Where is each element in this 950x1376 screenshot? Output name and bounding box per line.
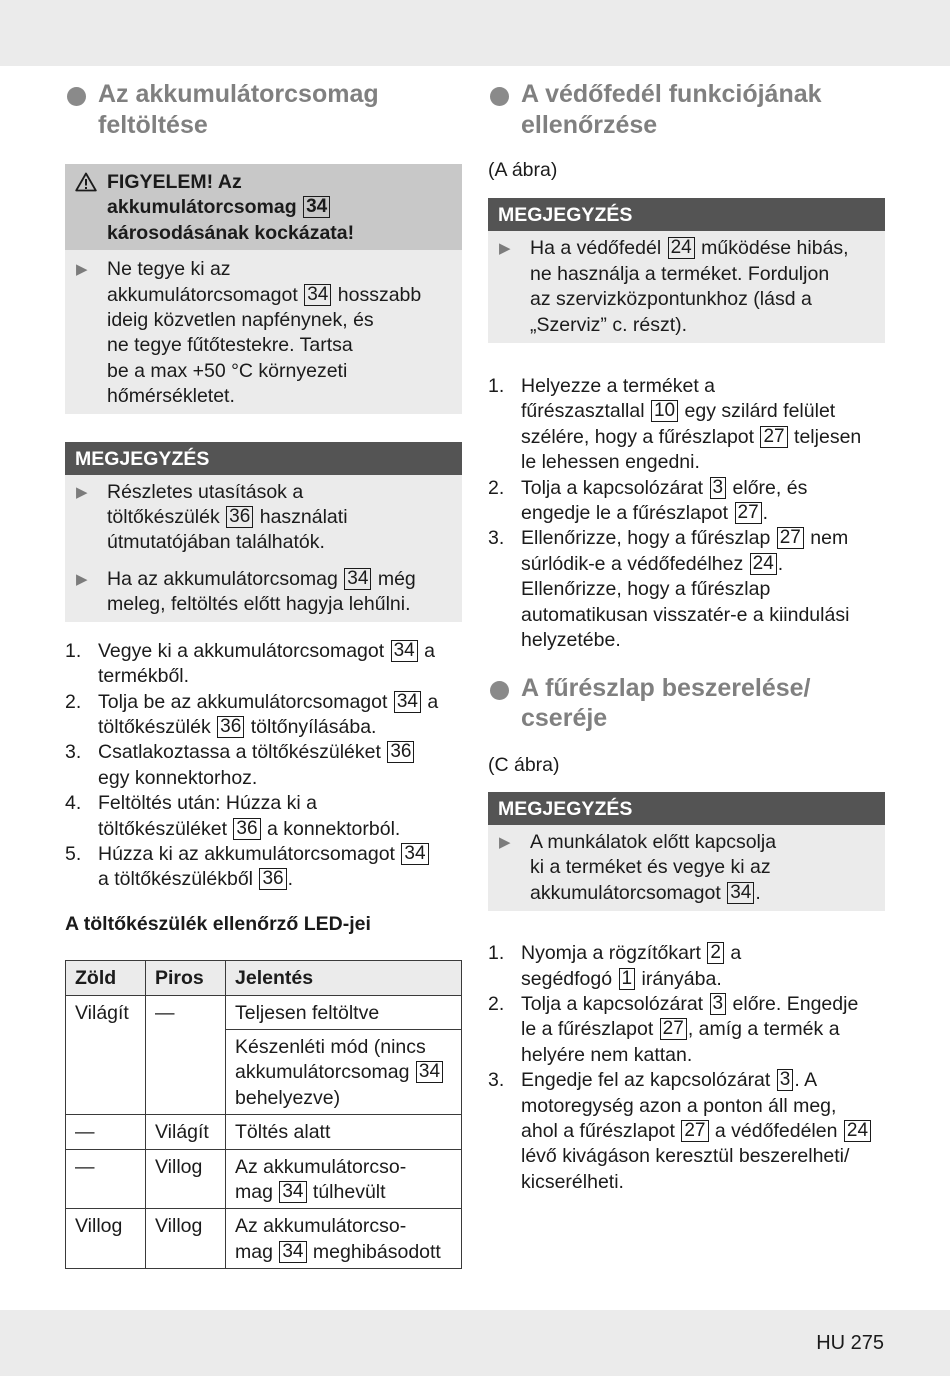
ref-number: 24 (668, 237, 695, 259)
left-column (65, 79, 462, 1269)
section-title-charging (65, 79, 462, 140)
note-item: ▶ Részletes utasítások a töltőkészülék 36 használati útmutatójában találhatók. (76, 480, 348, 554)
section-title-text: A fűrészlap beszerelése/ cseréje (521, 673, 811, 732)
list-item: 1. Vegye ki a akkumulátorcsomagot 34 a termékből. (65, 639, 435, 688)
ref-number: 27 (681, 1120, 708, 1142)
note-item: ▶ A munkálatok előtt kapcsolja ki a terméket és vegye ki az akkumulátorcsomagot 34 . (499, 830, 777, 904)
ref-number: 34 (391, 640, 418, 662)
list-item: 3. Engedje fel az kapcsolózárat 3 . A motoregység azon a ponton áll meg, ahol a fűrészlapot 27 a védőfedélen 24 lévő kivágáson keresztül beszerelheti/ kicserélheti. (488, 1068, 885, 1195)
list-item: 3. Csatlakoztassa a töltőkészüléket 36 egy konnektorhoz. (65, 740, 462, 791)
led-table (65, 960, 462, 1269)
ref-number: 1 (619, 968, 636, 990)
header-band (0, 0, 950, 66)
list-item: 2. Tolja a kapcsolózárat 3 előre, és engedje le a fűrészlapot 27 . (488, 476, 808, 525)
arrow-bullet-icon: ▶ (76, 261, 88, 279)
ref-number: 27 (777, 527, 804, 549)
ref-number: 34 (344, 568, 371, 590)
list-item: 1. Nyomja a rögzítőkart 2 a segédfogó 1 irányába. (488, 942, 742, 990)
ref-number: 34 (304, 284, 331, 306)
ref-number: 36 (217, 716, 244, 738)
section-title-blade-install (488, 673, 885, 734)
table-header-row: Zöld Piros Jelentés (66, 961, 462, 995)
note-box (65, 442, 462, 622)
list-item: 3. Ellenőrizze, hogy a fűrészlap 27 nem súrlódik-e a védőfedélhez 24 . Ellenőrizze, hogy a fűrészlap automatikusan visszatér-e a kiindulási helyzetébe. (488, 527, 850, 652)
arrow-bullet-icon: ▶ (499, 240, 511, 258)
section-bullet-icon (67, 87, 86, 106)
ref-number: 3 (710, 993, 727, 1015)
ref-number: 24 (750, 553, 777, 575)
note-heading: MEGJEGYZÉS (488, 792, 885, 825)
warning-triangle-icon (75, 172, 97, 199)
ref-number: 3 (710, 477, 727, 499)
ref-number: 34 (279, 1241, 306, 1263)
ref-number: 36 (387, 741, 414, 763)
blade-install-steps (488, 941, 885, 1195)
section-title-text: Az akkumulátorcsomag feltöltése (98, 80, 379, 139)
arrow-bullet-icon: ▶ (76, 570, 88, 588)
figure-reference: (A ábra) (488, 159, 558, 181)
note-heading: MEGJEGYZÉS (65, 442, 462, 475)
table-row: Készenléti mód (nincs akkumulátorcsomag 34 behelyezve) (66, 1029, 462, 1114)
section-title-text: A védőfedél funkciójának ellenőrzése (521, 80, 822, 139)
ref-number: 27 (760, 426, 787, 448)
list-item: 2. Tolja a kapcsolózárat 3 előre. Engedje le a fűrészlapot 27 , amíg a termék a helyére nem kattan. (488, 992, 859, 1066)
right-column (488, 79, 885, 1195)
arrow-bullet-icon: ▶ (76, 483, 88, 501)
table-row: Villog Villog Az akkumulátorcso- mag 34 meghibásodott (66, 1209, 462, 1269)
ref-number: 36 (226, 506, 253, 528)
ref-number: 34 (279, 1181, 306, 1203)
table-row: — Világít Töltés alatt (66, 1115, 462, 1149)
list-item: 1. Helyezze a terméket a fűrészasztallal 10 egy szilárd felület szélére, hogy a fűrészlapot 27 teljesen le lehessen engedni. (488, 375, 862, 474)
led-heading: A töltőkészülék ellenőrző LED-jei (65, 912, 371, 935)
section-bullet-icon (490, 87, 509, 106)
charging-steps (65, 639, 462, 893)
ref-number: 34 (394, 691, 421, 713)
ref-number: 27 (735, 502, 762, 524)
section-bullet-icon (490, 681, 509, 700)
ref-number: 3 (777, 1069, 794, 1091)
ref-number: 2 (707, 942, 724, 964)
ref-number: 34 (727, 882, 754, 904)
ref-number: 34 (401, 843, 428, 865)
table-row: — Villog Az akkumulátorcso- mag 34 túlhevült (66, 1149, 462, 1209)
section-title-guard-check (488, 79, 885, 140)
page-number: HU 275 (816, 1332, 884, 1354)
note-heading: MEGJEGYZÉS (488, 198, 885, 231)
ref-number: 27 (660, 1018, 687, 1040)
list-item: 2. Tolja be az akkumulátorcsomagot 34 a töltőkészülék 36 töltőnyílásába. (65, 690, 439, 738)
warning-heading: FIGYELEM! Az akkumulátorcsomag 34 károsodásának kockázata! (65, 164, 462, 250)
footer-band (0, 1310, 950, 1376)
ref-number: 24 (844, 1120, 871, 1142)
list-item: 4. Feltöltés után: Húzza ki a töltőkészüléket 36 a konnektorból. (65, 792, 401, 840)
note-box (488, 198, 885, 343)
table-row: Világít — Teljesen feltöltve (66, 995, 462, 1029)
guard-check-steps (488, 374, 885, 653)
list-item: 5. Húzza ki az akkumulátorcsomagot 34 a töltőkészülékből 36 . (65, 842, 462, 893)
arrow-bullet-icon: ▶ (499, 833, 511, 851)
ref-number: 34 (416, 1061, 443, 1083)
ref-number: 34 (303, 196, 330, 218)
figure-reference: (C ábra) (488, 753, 560, 776)
ref-number: 36 (233, 818, 260, 840)
warning-item: ▶ Ne tegye ki az akkumulátorcsomagot 34 hosszabb ideig közvetlen napfénynek, és ne tegye fűtőtestekre. Tartsa be a max +50 °C környezeti hőmérsékletet. (76, 258, 422, 408)
note-item: ▶ Ha a védőfedél 24 működése hibás, ne használja a terméket. Forduljon az szervizközpontunkhoz (lásd a „Szerviz” c. részt). (499, 237, 849, 336)
note-item: ▶ Ha az akkumulátorcsomag 34 még meleg, feltöltés előtt hagyja lehűlni. (76, 567, 416, 616)
ref-number: 10 (651, 400, 678, 422)
note-box (488, 792, 885, 911)
ref-number: 36 (259, 868, 286, 890)
warning-box (65, 164, 462, 414)
